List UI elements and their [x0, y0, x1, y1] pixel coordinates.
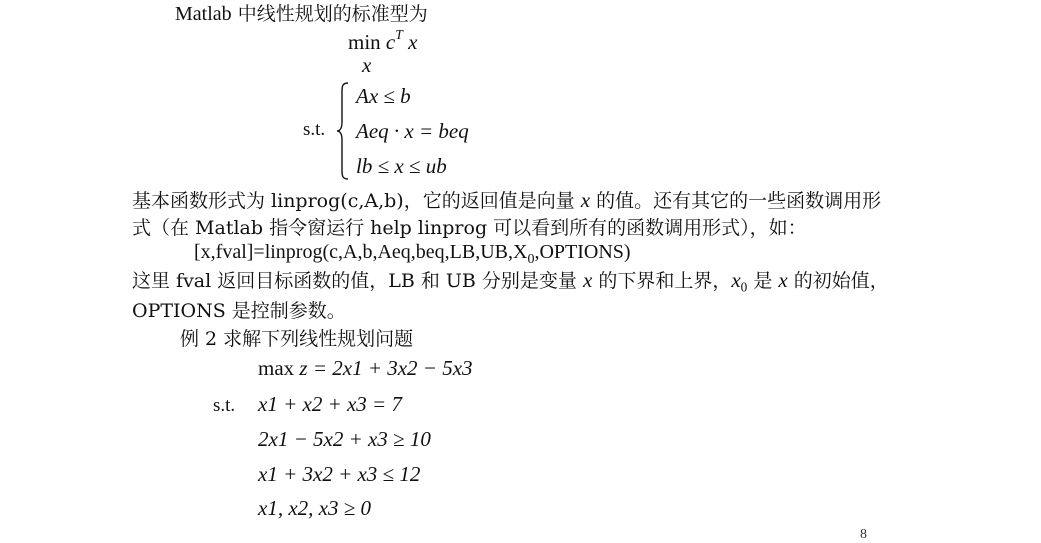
para2-text-d: 的初始值， [787, 270, 889, 292]
max-keyword: max [258, 356, 295, 380]
para1-text-b: 的值。还有其它的一些函数调用形 [590, 190, 882, 212]
para2-text-b: 的下界和上界， [592, 270, 732, 292]
call-text-b: ,OPTIONS) [534, 241, 631, 263]
std-constraint-3: lb ≤ x ≤ ub [356, 154, 447, 178]
para1-line2: 式（在 Matlab 指令窗运行 help linprog 可以看到所有的函数调用形式），如： [132, 217, 807, 239]
transpose-sup: T [395, 26, 403, 42]
para2-var-x1: x [582, 268, 593, 292]
example-objective [258, 356, 473, 380]
para2-var-x0: x [731, 268, 741, 292]
para2-text-a: 这里 fval 返回目标函数的值，LB 和 UB 分别是变量 [132, 270, 583, 292]
std-st-label: s.t. [303, 119, 326, 140]
para2-text-c: 是 [747, 270, 779, 292]
call-sub: 0 [527, 251, 535, 267]
intro-line [175, 2, 428, 26]
intro-text: 中线性规划的标准型为 [231, 3, 428, 25]
para2-sub0: 0 [740, 279, 748, 295]
call-text-a: [x,fval]=linprog(c,A,b,Aeq,beq,LB,UB,X [194, 241, 528, 263]
example-st-label: s.t. [213, 395, 236, 416]
objective-expr: z = 2x1 + 3x2 − 5x3 [299, 356, 473, 380]
std-constraint-1: Ax ≤ b [356, 84, 411, 108]
para2-var-x3: x [778, 268, 788, 292]
std-constraint-2: Aeq · x = beq [356, 119, 469, 143]
linprog-call [194, 240, 631, 267]
example-constraint-4: x1, x2, x3 ≥ 0 [258, 496, 371, 520]
para2-line2: OPTIONS 是控制参数。 [132, 300, 346, 322]
min-keyword: min [348, 30, 381, 54]
para2-line1 [132, 268, 889, 293]
std-objective [348, 26, 418, 54]
example-constraint-2: 2x1 − 5x2 + x3 ≥ 10 [258, 427, 431, 451]
x-var: x [408, 30, 418, 54]
left-brace-icon [336, 82, 350, 180]
para1-line1 [132, 188, 881, 213]
example-constraint-3: x1 + 3x2 + x3 ≤ 12 [258, 462, 421, 486]
intro-matlab: Matlab [175, 3, 232, 25]
example-constraint-1: x1 + x2 + x3 = 7 [258, 392, 402, 416]
para1-var-x: x [580, 188, 591, 212]
example-title: 例 2 求解下列线性规划问题 [180, 328, 414, 350]
page-number: 8 [860, 527, 867, 542]
std-under-var: x [362, 53, 372, 77]
c-vector: c [385, 30, 396, 54]
para1-text-a: 基本函数形式为 linprog(c,A,b)，它的返回值是向量 [132, 190, 581, 212]
